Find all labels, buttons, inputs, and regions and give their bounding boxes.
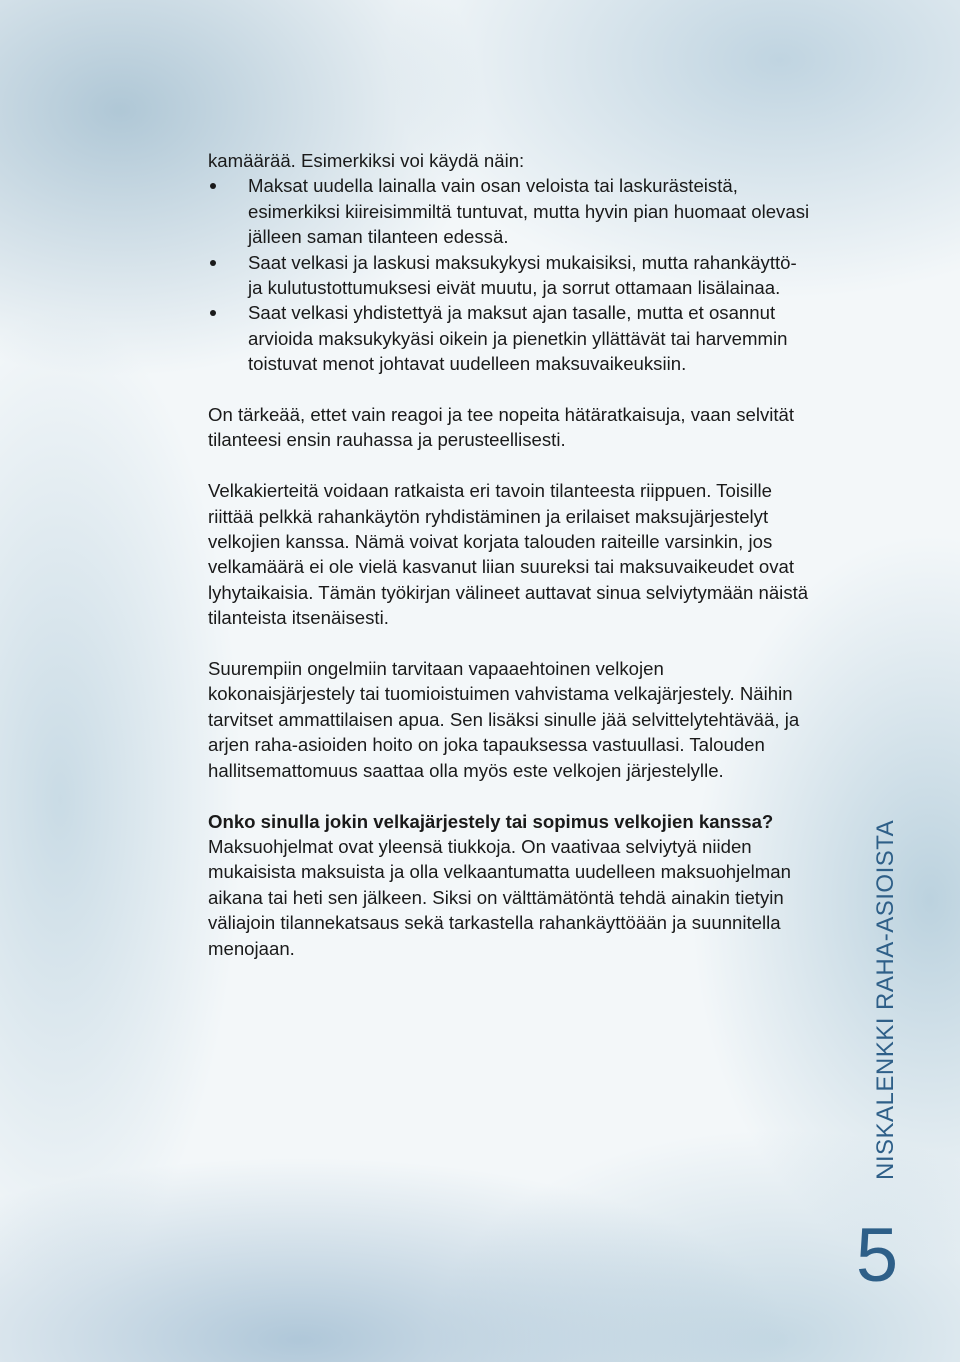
paragraph: On tärkeää, ettet vain reagoi ja tee nopeita hätäratkaisuja, vaan selvität tilanteesi ensin rauhassa ja perusteellisesti. <box>208 404 795 451</box>
page-number: 5 <box>855 1213 899 1298</box>
bullet-item: Saat velkasi ja laskusi maksukykysi mukaisiksi, mutta rahankäyttö- ja kulutustottumuksesi eivät muutu, ja sorrut ottamaan lisälainaa. <box>208 250 814 301</box>
paragraph: Velkakierteitä voidaan ratkaista eri tavoin tilanteesta riippuen. Toisille riittää pelkkä rahankäytön ryhdistäminen ja erilaiset maksujärjestelyt velkojien kanssa. Nämä voivat korjata talouden raiteille varsinkin, jos velkamäärä ei ole vielä kasvanut liian suureksi tai maksuvaikeudet ovat lyhytaikaisia. Tämän työkirjan välineet auttavat sinua selviytymään näistä tilanteista itsenäisesti. <box>208 480 809 629</box>
intro-line: kamäärää. Esimerkiksi voi käydä näin: <box>208 150 525 171</box>
paragraph: Suurempiin ongelmiin tarvitaan vapaaehtoinen velkojen kokonaisjärjestely tai tuomioistuimen vahvistama velkajärjestely. Näihin tarvitset ammattilaisen apua. Sen lisäksi sinulle jää selvittelytehtävää, ja arjen raha-asioiden hoito on joka tapauksessa vastuullasi. Talouden hallitsemattomuus saattaa olla myös este velkojen järjestelylle. <box>208 658 800 781</box>
bullet-item: Maksat uudella lainalla vain osan veloista tai laskurästeistä, esimerkiksi kiireisimmiltä tuntuvat, mutta hyvin pian huomaat olevasi jälleen saman tilanteen edessä. <box>208 173 814 249</box>
page-body <box>208 148 814 961</box>
side-title: NISKALENKKI RAHA-ASIOISTA <box>872 819 899 1180</box>
section-heading: Onko sinulla jokin velkajärjestely tai sopimus velkojien kanssa? <box>208 810 774 832</box>
bullet-item: Saat velkasi yhdistettyä ja maksut ajan tasalle, mutta et osannut arvioida maksukykyäsi oikein ja pienetkin yllättävät tai harvemmin toistuvat menot johtavat uudelleen maksuvaikeuksiin. <box>208 300 814 376</box>
section-text: Maksuohjelmat ovat yleensä tiukkoja. On vaativaa selviytyä niiden mukaisista maksuista ja olla velkaantumatta uudelleen maksuohjelman aikana tai heti sen jälkeen. Siksi on välttämätöntä tehdä ainakin tietyin väliajoin tilannekatsaus sekä tarkastella rahankäyttöään ja suunnitella menojaan. <box>208 835 791 959</box>
bullet-list <box>208 173 814 376</box>
